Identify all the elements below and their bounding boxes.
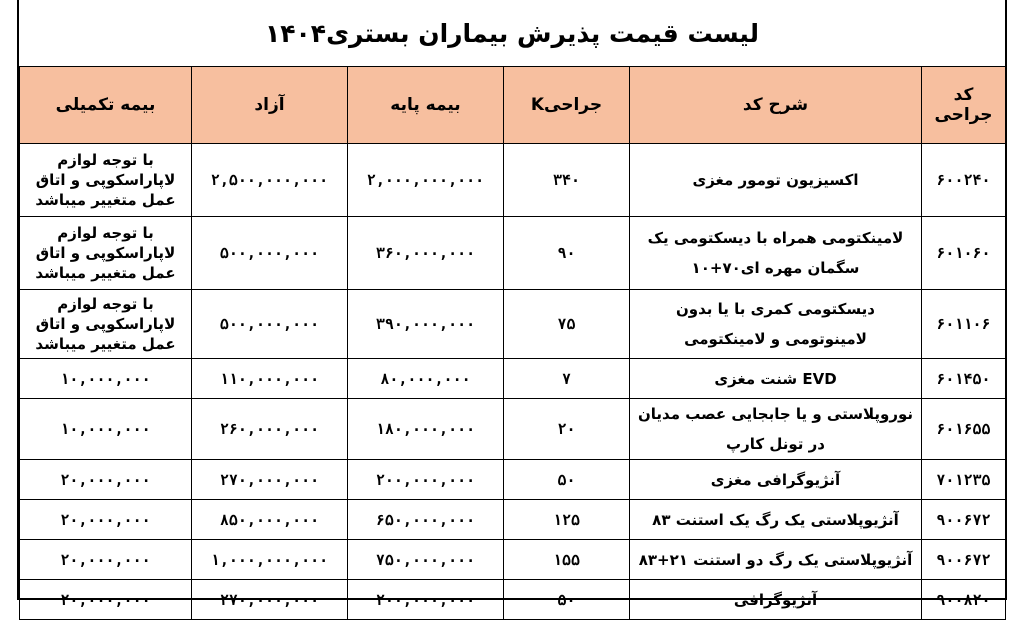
- header-row: [20, 67, 1006, 144]
- cell-basic-insurance: ۲۰۰,۰۰۰,۰۰۰: [348, 460, 504, 500]
- cell-supplementary: ۲۰,۰۰۰,۰۰۰: [20, 460, 192, 500]
- header-basic-insurance: بیمه پایه: [348, 67, 504, 144]
- table-row: [20, 217, 1006, 290]
- cell-k: ۹۰: [504, 217, 630, 290]
- table-row: [20, 144, 1006, 217]
- table-row: [20, 540, 1006, 580]
- cell-code: ۶۰۱۱۰۶: [922, 290, 1006, 359]
- cell-basic-insurance: ۱۸۰,۰۰۰,۰۰۰: [348, 399, 504, 460]
- cell-basic-insurance: ۳۹۰,۰۰۰,۰۰۰: [348, 290, 504, 359]
- cell-description: آنژیوگرافی مغزی: [630, 460, 922, 500]
- cell-code: ۹۰۰۸۲۰: [922, 580, 1006, 620]
- cell-code: ۷۰۱۲۳۵: [922, 460, 1006, 500]
- cell-description: آنژیوپلاستی یک رگ دو استنت ۲۱+۸۳: [630, 540, 922, 580]
- cell-k: ۵۰: [504, 460, 630, 500]
- cell-code: ۶۰۰۲۴۰: [922, 144, 1006, 217]
- cell-basic-insurance: ۲۰۰,۰۰۰,۰۰۰: [348, 580, 504, 620]
- cell-basic-insurance: ۶۵۰,۰۰۰,۰۰۰: [348, 500, 504, 540]
- cell-description: نوروپلاستی و یا جابجایی عصب مدیان در تونل کارپ: [630, 399, 922, 460]
- header-free: آزاد: [192, 67, 348, 144]
- price-list-sheet: [17, 0, 1007, 609]
- cell-basic-insurance: ۳۶۰,۰۰۰,۰۰۰: [348, 217, 504, 290]
- header-supplementary: بیمه تکمیلی: [20, 67, 192, 144]
- cell-supplementary: با توجه لوازم لاپاراسکوپی و اتاق عمل متغییر میباشد: [20, 290, 192, 359]
- cell-k: ۷: [504, 359, 630, 399]
- cell-code: ۹۰۰۶۷۲: [922, 500, 1006, 540]
- table-row: [20, 500, 1006, 540]
- cell-supplementary: ۱۰,۰۰۰,۰۰۰: [20, 359, 192, 399]
- cell-basic-insurance: ۲,۰۰۰,۰۰۰,۰۰۰: [348, 144, 504, 217]
- cell-free: ۲۷۰,۰۰۰,۰۰۰: [192, 580, 348, 620]
- cell-free: ۵۰۰,۰۰۰,۰۰۰: [192, 290, 348, 359]
- table-row: [20, 460, 1006, 500]
- cell-free: ۸۵۰,۰۰۰,۰۰۰: [192, 500, 348, 540]
- cell-free: ۱۱۰,۰۰۰,۰۰۰: [192, 359, 348, 399]
- header-code: کد جراحی: [922, 67, 1006, 144]
- price-table: [19, 66, 1006, 620]
- cell-basic-insurance: ۸۰,۰۰۰,۰۰۰: [348, 359, 504, 399]
- cell-k: ۲۰: [504, 399, 630, 460]
- cell-k: ۷۵: [504, 290, 630, 359]
- page-title: لیست قیمت پذیرش بیماران بستری۱۴۰۴: [265, 18, 759, 48]
- cell-supplementary: ۲۰,۰۰۰,۰۰۰: [20, 580, 192, 620]
- cell-supplementary: با توجه لوازم لاپاراسکوپی و اتاق عمل متغییر میباشد: [20, 217, 192, 290]
- cell-description: آنژیوگرافی: [630, 580, 922, 620]
- cell-supplementary: ۲۰,۰۰۰,۰۰۰: [20, 540, 192, 580]
- cell-supplementary: ۱۰,۰۰۰,۰۰۰: [20, 399, 192, 460]
- table-row: [20, 580, 1006, 620]
- cell-free: ۲,۵۰۰,۰۰۰,۰۰۰: [192, 144, 348, 217]
- cell-supplementary: ۲۰,۰۰۰,۰۰۰: [20, 500, 192, 540]
- cell-k: ۳۴۰: [504, 144, 630, 217]
- table-row: [20, 290, 1006, 359]
- cell-k: ۱۲۵: [504, 500, 630, 540]
- header-k: جراحیK: [504, 67, 630, 144]
- cell-code: ۶۰۱۶۵۵: [922, 399, 1006, 460]
- cell-description: دیسکتومی کمری با یا بدون لامینوتومی و لامینکتومی: [630, 290, 922, 359]
- cell-free: ۵۰۰,۰۰۰,۰۰۰: [192, 217, 348, 290]
- cell-code: ۶۰۱۰۶۰: [922, 217, 1006, 290]
- cell-code: ۹۰۰۶۷۲: [922, 540, 1006, 580]
- table-row: [20, 399, 1006, 460]
- cell-description: لامینکتومی همراه با دیسکتومی یک سگمان مهره ای۷۰+۱۰: [630, 217, 922, 290]
- cell-supplementary: با توجه لوازم لاپاراسکوپی و اتاق عمل متغییر میباشد: [20, 144, 192, 217]
- cell-description: EVD شنت مغزی: [630, 359, 922, 399]
- cell-free: ۲۶۰,۰۰۰,۰۰۰: [192, 399, 348, 460]
- cell-free: ۱,۰۰۰,۰۰۰,۰۰۰: [192, 540, 348, 580]
- header-description: شرح کد: [630, 67, 922, 144]
- cell-k: ۱۵۵: [504, 540, 630, 580]
- table-row: [20, 359, 1006, 399]
- cell-basic-insurance: ۷۵۰,۰۰۰,۰۰۰: [348, 540, 504, 580]
- cell-description: آنژیوپلاستی یک رگ یک استنت ۸۳: [630, 500, 922, 540]
- cell-free: ۲۷۰,۰۰۰,۰۰۰: [192, 460, 348, 500]
- cell-description: اکسیزیون تومور مغزی: [630, 144, 922, 217]
- cell-code: ۶۰۱۴۵۰: [922, 359, 1006, 399]
- cell-k: ۵۰: [504, 580, 630, 620]
